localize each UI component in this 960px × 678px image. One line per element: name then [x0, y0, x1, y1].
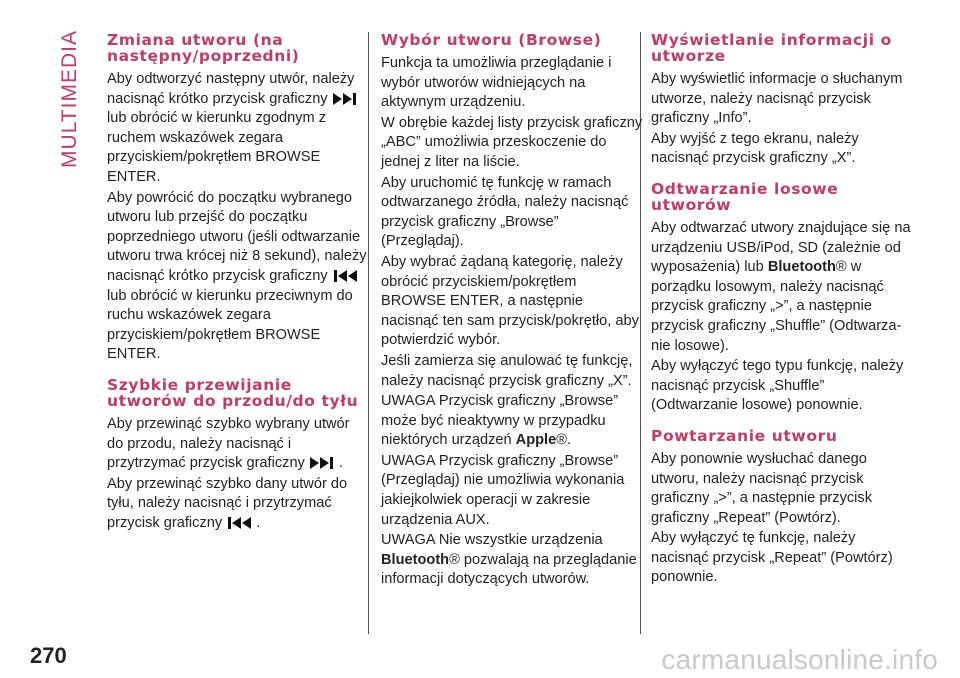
paragraph — [107, 475, 369, 534]
paragraph-text: . — [256, 514, 261, 531]
paragraph: W obrębie każdej listy przycisk graficzny „ABC” umożliwia przeskoczenie do jednej z liter na liście. — [381, 114, 643, 170]
paragraph-text: . — [338, 455, 343, 472]
brand-name: Apple — [515, 432, 557, 449]
previous-track-icon — [227, 517, 255, 529]
paragraph — [107, 70, 369, 188]
paragraph: Aby wyświetlić informacje o słuchanym utworze, należy nacisnąć przycisk graficzny „Info”. — [651, 71, 903, 127]
paragraph-text: ®. — [556, 432, 572, 449]
paragraph: Aby wyłączyć tę funkcję, należy nacisnąć przycisk „Repeat” (Powtórz) ponownie. — [651, 530, 893, 586]
paragraph-text: Aby przewinąć szybko wybrany utwór do przodu, należy nacisnąć i przytrzymać przycisk graficzny — [107, 415, 350, 472]
section-title: Wybór utworu (Browse) — [381, 31, 602, 49]
paragraph-text: ® w porządku losowym, należy nacisnąć przycisk graficzny „>”, a następnie przycisk graficzny „Shuffle” (Odtwarza-nie losowe). — [651, 259, 902, 354]
paragraph: Aby wybrać żądaną kategorię, należy obrócić przyciskiem/pokrętłem BROWSE ENTER, a następnie nacisnąć ten sam przycisk/pokrętło, aby potwierdzić wybór. — [381, 253, 639, 349]
next-track-icon — [310, 457, 338, 469]
paragraph: Jeśli zamierza się anulować tę funkcję, należy nacisnąć przycisk graficzny „X”. — [381, 352, 633, 389]
paragraph-text: lub obrócić w kierunku przeciwnym do ruchu wskazówek zegara przyciskiem/pokrętłem BROWSE ENTER. — [107, 287, 353, 363]
paragraph-text: Aby przewinąć szybko dany utwór do tyłu, należy nacisnąć i przytrzymać przycisk graficzny — [107, 475, 348, 531]
section-shuffle — [651, 181, 913, 416]
section-title: Odtwarzanie losowe utworów — [651, 179, 839, 214]
brand-name: Bluetooth — [767, 259, 836, 276]
section-repeat — [651, 428, 913, 588]
paragraph: Funkcja ta umożliwia przeglądanie i wybór utworów widniejących na aktywnym urządzeniu. — [381, 55, 612, 111]
paragraph-text: ® pozwalają na przeglądanie informacji dotyczących utworów. — [381, 551, 637, 588]
brand-name: Bluetooth — [381, 551, 450, 568]
column-middle — [381, 32, 643, 602]
paragraph — [107, 415, 369, 474]
section-title: Zmiana utworu (na następny/poprzedni) — [107, 31, 300, 65]
section-track-info — [651, 32, 913, 169]
section-track-change — [107, 32, 369, 365]
paragraph: Aby ponownie wysłuchać danego utworu, należy nacisnąć przycisk graficzny „>”, a następnie przycisk graficzny „Repeat” (Powtórz). — [651, 450, 873, 526]
column-right — [651, 32, 913, 600]
note-paragraph — [381, 531, 643, 590]
column-left — [107, 32, 369, 545]
watermark: carmanualsonline.info — [661, 644, 938, 675]
section-title: Powtarzanie utworu — [651, 426, 838, 445]
paragraph-text: UWAGA Przycisk graficzny „Browse” może być nieaktywny w przypadku niektórych urządzeń — [381, 393, 619, 449]
paragraph-text: lub obrócić w kierunku zgodnym z ruchem wskazówek zegara przyciskiem/pokrętłem BROWSE ENTER. — [107, 110, 327, 185]
paragraph: Aby wyjść z tego ekranu, należy nacisnąć przycisk graficzny „X”. — [651, 130, 859, 167]
paragraph — [107, 189, 369, 365]
paragraph-text: Aby powrócić do początku wybranego utworu lub przejść do początku poprzedniego utworu (jeśli odtwarzanie utworu trwa krócej niż 8 sekund), należy nacisnąć krótko przycisk graficzny — [107, 189, 367, 284]
previous-track-icon — [333, 270, 361, 282]
section-side-label: MULTIMEDIA — [58, 30, 81, 168]
paragraph: Aby wyłączyć tego typu funkcję, należy nacisnąć przycisk „Shuffle” (Odtwarzanie losowe) ponownie. — [651, 358, 904, 414]
page-number: 270 — [30, 643, 67, 668]
paragraph-text: Aby odtwarzać utwory znajdujące się na urządzeniu USB/iPod, SD (zależnie od wyposażenia) lub — [651, 219, 911, 276]
paragraph — [651, 219, 913, 356]
section-title: Szybkie przewijanie utworów do przodu/do tyłu — [107, 375, 359, 410]
section-browse — [381, 32, 643, 590]
section-title: Wyświetlanie informacji o utworze — [651, 31, 892, 65]
note-paragraph: UWAGA Przycisk graficzny „Browse” (Przeglądaj) nie umożliwia wykonania jakiejkolwiek operacji w zakresie urządzenia AUX. — [381, 452, 625, 528]
paragraph-text: UWAGA Nie wszystkie urządzenia — [381, 532, 603, 549]
note-paragraph — [381, 392, 643, 451]
section-fast-seek — [107, 377, 369, 534]
paragraph-text: Aby odtworzyć następny utwór, należy nacisnąć krótko przycisk graficzny — [107, 71, 355, 107]
paragraph: Aby uruchomić tę funkcję w ramach odtwarzanego źródła, należy nacisnąć przycisk graficzny „Browse” (Przeglądaj). — [381, 174, 629, 250]
next-track-icon — [333, 93, 361, 105]
